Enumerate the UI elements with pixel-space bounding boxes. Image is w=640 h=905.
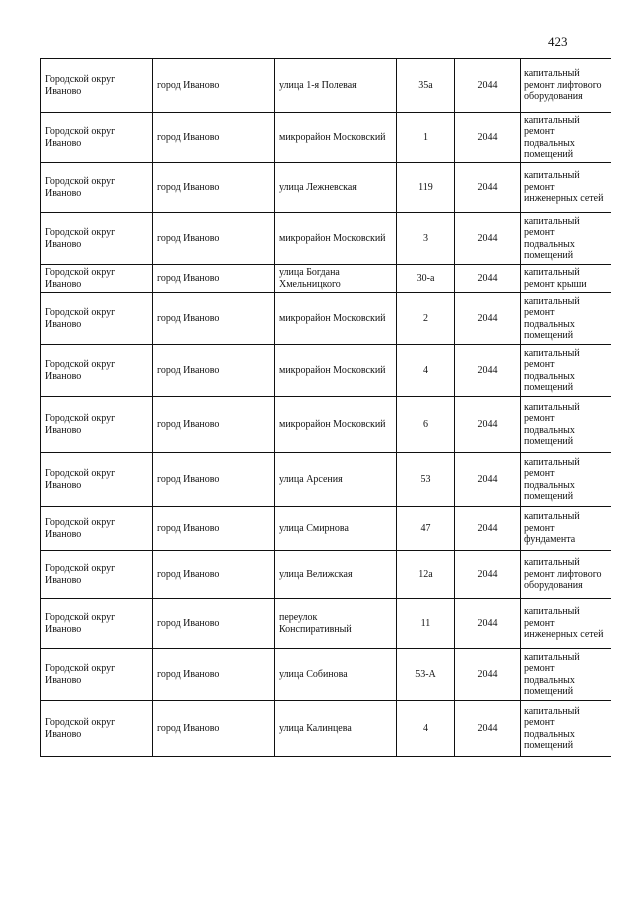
house-number-cell: 47 [397,507,455,551]
table-row [41,453,611,507]
house-number-cell: 6 [397,397,455,453]
city-cell: город Иваново [153,59,275,113]
year-cell: 2044 [455,397,521,453]
okrug-cell: Городской округ Иваново [41,397,153,453]
house-number-cell: 4 [397,345,455,397]
street-cell: микрорайон Московский [275,213,397,265]
year-cell: 2044 [455,599,521,649]
year-cell: 2044 [455,551,521,599]
house-number-cell: 53 [397,453,455,507]
table-row [41,293,611,345]
table-row [41,397,611,453]
okrug-cell: Городской округ Иваново [41,293,153,345]
work-type-cell: капитальный ремонт инженерных сетей [521,163,611,213]
okrug-cell: Городской округ Иваново [41,345,153,397]
city-cell: город Иваново [153,265,275,293]
house-number-cell: 11 [397,599,455,649]
street-cell: переулок Конспиративный [275,599,397,649]
year-cell: 2044 [455,163,521,213]
street-cell: микрорайон Московский [275,345,397,397]
house-number-cell: 119 [397,163,455,213]
work-type-cell: капитальный ремонт подвальных помещений [521,453,611,507]
city-cell: город Иваново [153,345,275,397]
house-number-cell: 53-А [397,649,455,701]
year-cell: 2044 [455,453,521,507]
okrug-cell: Городской округ Иваново [41,551,153,599]
year-cell: 2044 [455,213,521,265]
table-row [41,551,611,599]
work-type-cell: капитальный ремонт подвальных помещений [521,213,611,265]
street-cell: улица Богдана Хмельницкого [275,265,397,293]
city-cell: город Иваново [153,293,275,345]
work-type-cell: капитальный ремонт подвальных помещений [521,701,611,757]
street-cell: улица Собинова [275,649,397,701]
house-number-cell: 4 [397,701,455,757]
year-cell: 2044 [455,113,521,163]
okrug-cell: Городской округ Иваново [41,649,153,701]
street-cell: улица Арсения [275,453,397,507]
table-row [41,213,611,265]
street-cell: улица Смирнова [275,507,397,551]
city-cell: город Иваново [153,397,275,453]
okrug-cell: Городской округ Иваново [41,59,153,113]
year-cell: 2044 [455,345,521,397]
okrug-cell: Городской округ Иваново [41,213,153,265]
city-cell: город Иваново [153,701,275,757]
house-number-cell: 1 [397,113,455,163]
street-cell: улица Калинцева [275,701,397,757]
house-number-cell: 12а [397,551,455,599]
table-row [41,265,611,293]
okrug-cell: Городской округ Иваново [41,163,153,213]
city-cell: город Иваново [153,599,275,649]
city-cell: город Иваново [153,453,275,507]
work-type-cell: капитальный ремонт инженерных сетей [521,599,611,649]
work-type-cell: капитальный ремонт крыши [521,265,611,293]
house-number-cell: 30-а [397,265,455,293]
okrug-cell: Городской округ Иваново [41,453,153,507]
street-cell: улица Лежневская [275,163,397,213]
house-number-cell: 35а [397,59,455,113]
table-row [41,507,611,551]
city-cell: город Иваново [153,551,275,599]
work-type-cell: капитальный ремонт подвальных помещений [521,345,611,397]
okrug-cell: Городской округ Иваново [41,507,153,551]
table-row [41,113,611,163]
table-row [41,599,611,649]
street-cell: микрорайон Московский [275,397,397,453]
city-cell: город Иваново [153,213,275,265]
okrug-cell: Городской округ Иваново [41,701,153,757]
street-cell: микрорайон Московский [275,293,397,345]
city-cell: город Иваново [153,113,275,163]
repair-schedule-table [40,58,611,757]
street-cell: улица 1-я Полевая [275,59,397,113]
table-row [41,163,611,213]
year-cell: 2044 [455,701,521,757]
work-type-cell: капитальный ремонт подвальных помещений [521,113,611,163]
table-row [41,701,611,757]
city-cell: город Иваново [153,163,275,213]
year-cell: 2044 [455,293,521,345]
work-type-cell: капитальный ремонт лифтового оборудования [521,551,611,599]
table-row [41,345,611,397]
year-cell: 2044 [455,507,521,551]
table-row [41,649,611,701]
year-cell: 2044 [455,265,521,293]
okrug-cell: Городской округ Иваново [41,599,153,649]
work-type-cell: капитальный ремонт подвальных помещений [521,649,611,701]
page-number: 423 [548,34,568,49]
year-cell: 2044 [455,59,521,113]
year-cell: 2044 [455,649,521,701]
table-row [41,59,611,113]
city-cell: город Иваново [153,507,275,551]
okrug-cell: Городской округ Иваново [41,113,153,163]
street-cell: улица Велижская [275,551,397,599]
house-number-cell: 2 [397,293,455,345]
work-type-cell: капитальный ремонт лифтового оборудования [521,59,611,113]
city-cell: город Иваново [153,649,275,701]
okrug-cell: Городской округ Иваново [41,265,153,293]
work-type-cell: капитальный ремонт фундамента [521,507,611,551]
work-type-cell: капитальный ремонт подвальных помещений [521,293,611,345]
street-cell: микрорайон Московский [275,113,397,163]
house-number-cell: 3 [397,213,455,265]
work-type-cell: капитальный ремонт подвальных помещений [521,397,611,453]
